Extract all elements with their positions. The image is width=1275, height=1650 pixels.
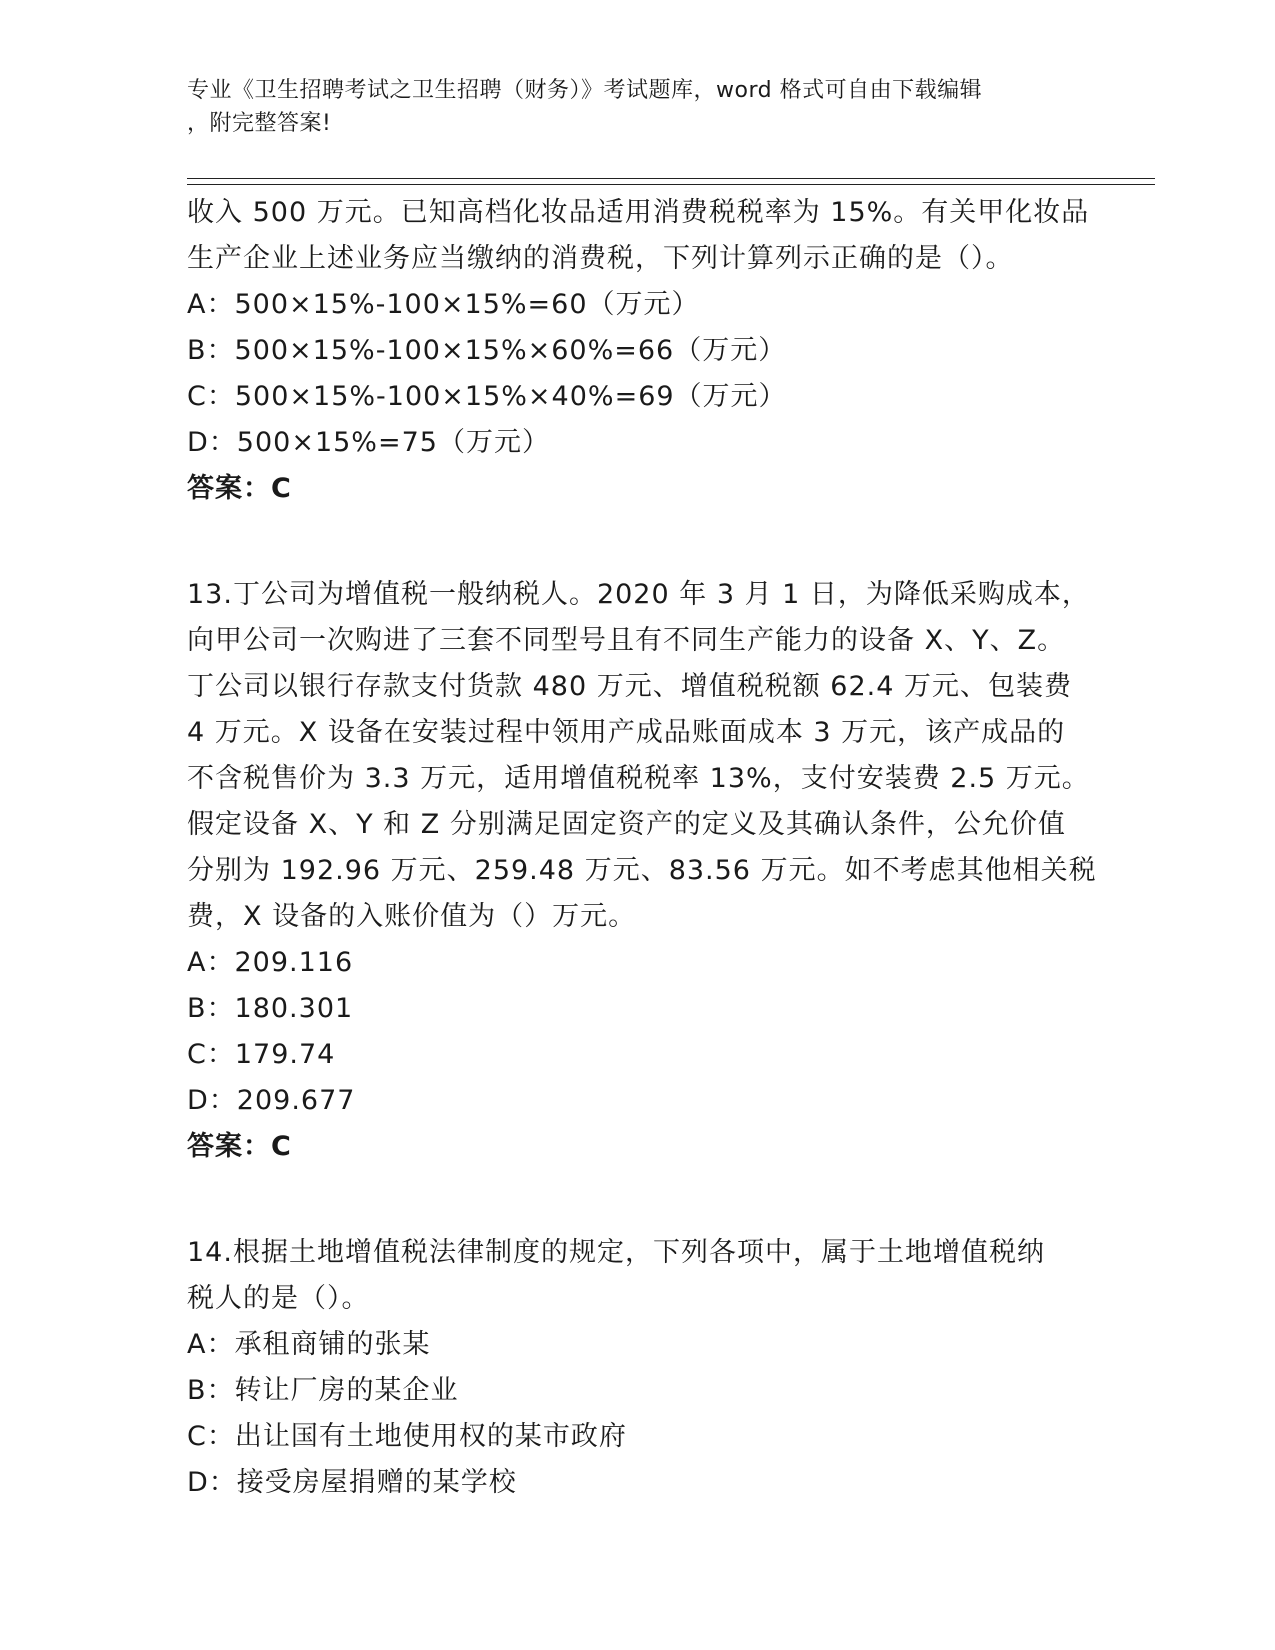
option-a: A：承租商铺的张某: [187, 1329, 431, 1360]
option-d: D：500×15%=75（万元）: [187, 427, 550, 458]
question-text-line: 分别为 192.96 万元、259.48 万元、83.56 万元。如不考虑其他相关税: [187, 855, 1097, 886]
question-text-line: 14.根据土地增值税法律制度的规定，下列各项中，属于土地增值税纳: [187, 1237, 1045, 1268]
option-d: D：接受房屋捐赠的某学校: [187, 1467, 517, 1498]
answer: 答案：C: [187, 1131, 292, 1162]
question-text-line: 不含税售价为 3.3 万元，适用增值税税率 13%，支付安装费 2.5 万元。: [187, 763, 1090, 794]
header-divider-bottom: [187, 184, 1155, 185]
question-14: [187, 1230, 1087, 1506]
option-a: A：500×15%-100×15%=60（万元）: [187, 289, 700, 320]
header-line-1: 专业《卫生招聘考试之卫生招聘（财务）》考试题库，word 格式可自由下载编辑: [187, 78, 983, 103]
question-content: [187, 190, 1097, 1506]
spacer: [187, 512, 1087, 572]
option-b: B：转让厂房的某企业: [187, 1375, 459, 1406]
option-d: D：209.677: [187, 1085, 356, 1116]
question-text-line: 4 万元。X 设备在安装过程中领用产成品账面成本 3 万元，该产成品的: [187, 717, 1066, 748]
question-text-line: 收入 500 万元。已知高档化妆品适用消费税税率为 15%。有关甲化妆品: [187, 197, 1090, 228]
question-text-line: 费，X 设备的入账价值为（）万元。: [187, 901, 637, 932]
question-text-line: 向甲公司一次购进了三套不同型号且有不同生产能力的设备 X、Y、Z。: [187, 625, 1066, 656]
question-text-line: 13.丁公司为增值税一般纳税人。2020 年 3 月 1 日，为降低采购成本，: [187, 579, 1090, 610]
question-12: [187, 190, 1090, 512]
option-a: A：209.116: [187, 947, 354, 978]
option-b: B：500×15%-100×15%×60%=66（万元）: [187, 335, 787, 366]
question-text-line: 假定设备 X、Y 和 Z 分别满足固定资产的定义及其确认条件，公允价值: [187, 809, 1066, 840]
header-divider-top: [187, 178, 1155, 179]
option-b: B：180.301: [187, 993, 354, 1024]
spacer: [187, 1170, 1087, 1230]
question-text-line: 税人的是（）。: [187, 1283, 370, 1314]
answer: 答案：C: [187, 473, 292, 504]
option-c: C：出让国有土地使用权的某市政府: [187, 1421, 627, 1452]
question-text-line: 生产企业上述业务应当缴纳的消费税，下列计算列示正确的是（）。: [187, 243, 1014, 274]
document-header: [187, 74, 1067, 140]
question-13: [187, 572, 1097, 1170]
header-line-2: ，附完整答案!: [187, 111, 332, 136]
option-c: C：179.74: [187, 1039, 336, 1070]
option-c: C：500×15%-100×15%×40%=69（万元）: [187, 381, 787, 412]
question-text-line: 丁公司以银行存款支付货款 480 万元、增值税税额 62.4 万元、包装费: [187, 671, 1072, 702]
